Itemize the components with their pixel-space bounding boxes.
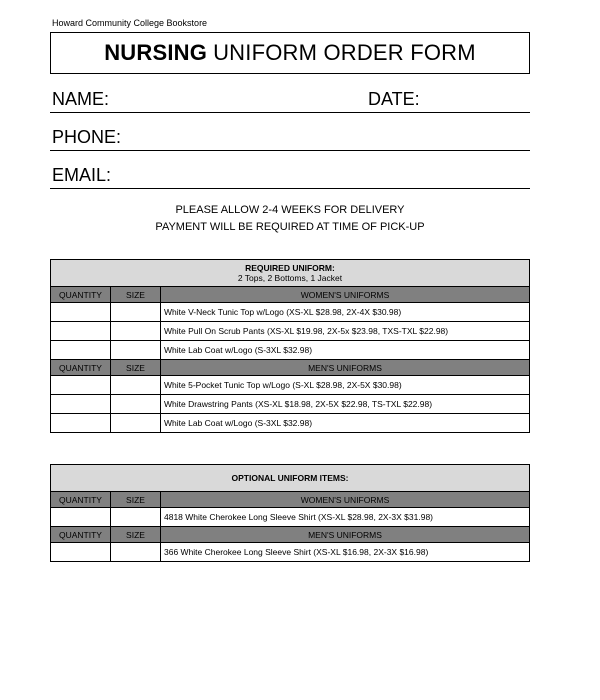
date-label: DATE: [368, 89, 420, 109]
optional-uniform-table [50, 464, 530, 562]
name-label: NAME: [52, 89, 110, 109]
size-header: SIZE [111, 527, 161, 543]
item-description: White V-Neck Tunic Top w/Logo (XS-XL $28.98, 2X-4X $30.98) [161, 303, 530, 322]
quantity-header: QUANTITY [51, 492, 111, 508]
quantity-header: QUANTITY [51, 360, 111, 376]
item-description: White 5-Pocket Tunic Top w/Logo (S-XL $28.98, 2X-5X $30.98) [161, 376, 530, 395]
size-header: SIZE [111, 360, 161, 376]
form-title [50, 32, 530, 74]
item-description: White Lab Coat w/Logo (S-3XL $32.98) [161, 414, 530, 433]
size-cell[interactable] [111, 508, 161, 527]
name-date-line[interactable] [50, 86, 530, 113]
email-label: EMAIL: [52, 165, 112, 185]
quantity-cell[interactable] [51, 341, 111, 360]
table-row [51, 341, 530, 360]
quantity-cell[interactable] [51, 303, 111, 322]
table-row [51, 395, 530, 414]
womens-uniforms-header: WOMEN'S UNIFORMS [161, 492, 530, 508]
mens-uniforms-header: MEN'S UNIFORMS [161, 527, 530, 543]
store-name: Howard Community College Bookstore [52, 18, 208, 28]
item-description: White Drawstring Pants (XS-XL $18.98, 2X-5X $22.98, TS-TXL $22.98) [161, 395, 530, 414]
table-row [51, 414, 530, 433]
quantity-cell[interactable] [51, 376, 111, 395]
required-header [51, 260, 530, 287]
size-cell[interactable] [111, 395, 161, 414]
table-row [51, 322, 530, 341]
size-cell[interactable] [111, 322, 161, 341]
size-header: SIZE [111, 287, 161, 303]
quantity-header: QUANTITY [51, 527, 111, 543]
required-heading: REQUIRED UNIFORM: [245, 263, 335, 273]
size-header: SIZE [111, 492, 161, 508]
quantity-header: QUANTITY [51, 287, 111, 303]
size-cell[interactable] [111, 341, 161, 360]
size-cell[interactable] [111, 543, 161, 562]
item-description: 366 White Cherokee Long Sleeve Shirt (XS-XL $16.98, 2X-3X $16.98) [161, 543, 530, 562]
phone-label: PHONE: [52, 127, 122, 147]
size-cell[interactable] [111, 303, 161, 322]
item-description: White Pull On Scrub Pants (XS-XL $19.98, 2X-5x $23.98, TXS-TXL $22.98) [161, 322, 530, 341]
table-row [51, 376, 530, 395]
required-subheading: 2 Tops, 2 Bottoms, 1 Jacket [237, 273, 343, 283]
required-uniform-table [50, 259, 530, 433]
payment-notice: PAYMENT WILL BE REQUIRED AT TIME OF PICK-UP [155, 221, 425, 233]
table-row [51, 303, 530, 322]
size-cell[interactable] [111, 376, 161, 395]
title-rest: UNIFORM ORDER FORM [213, 40, 476, 65]
quantity-cell[interactable] [51, 414, 111, 433]
table-row [51, 508, 530, 527]
email-line[interactable] [50, 162, 530, 189]
size-cell[interactable] [111, 414, 161, 433]
phone-line[interactable] [50, 124, 530, 151]
quantity-cell[interactable] [51, 322, 111, 341]
quantity-cell[interactable] [51, 395, 111, 414]
quantity-cell[interactable] [51, 543, 111, 562]
delivery-notice: PLEASE ALLOW 2-4 WEEKS FOR DELIVERY [175, 204, 405, 216]
item-description: 4818 White Cherokee Long Sleeve Shirt (XS-XL $28.98, 2X-3X $31.98) [161, 508, 530, 527]
womens-uniforms-header: WOMEN'S UNIFORMS [161, 287, 530, 303]
table-row [51, 543, 530, 562]
item-description: White Lab Coat w/Logo (S-3XL $32.98) [161, 341, 530, 360]
title-bold: NURSING [104, 40, 208, 65]
mens-uniforms-header: MEN'S UNIFORMS [161, 360, 530, 376]
quantity-cell[interactable] [51, 508, 111, 527]
optional-heading: OPTIONAL UNIFORM ITEMS: [51, 465, 530, 492]
